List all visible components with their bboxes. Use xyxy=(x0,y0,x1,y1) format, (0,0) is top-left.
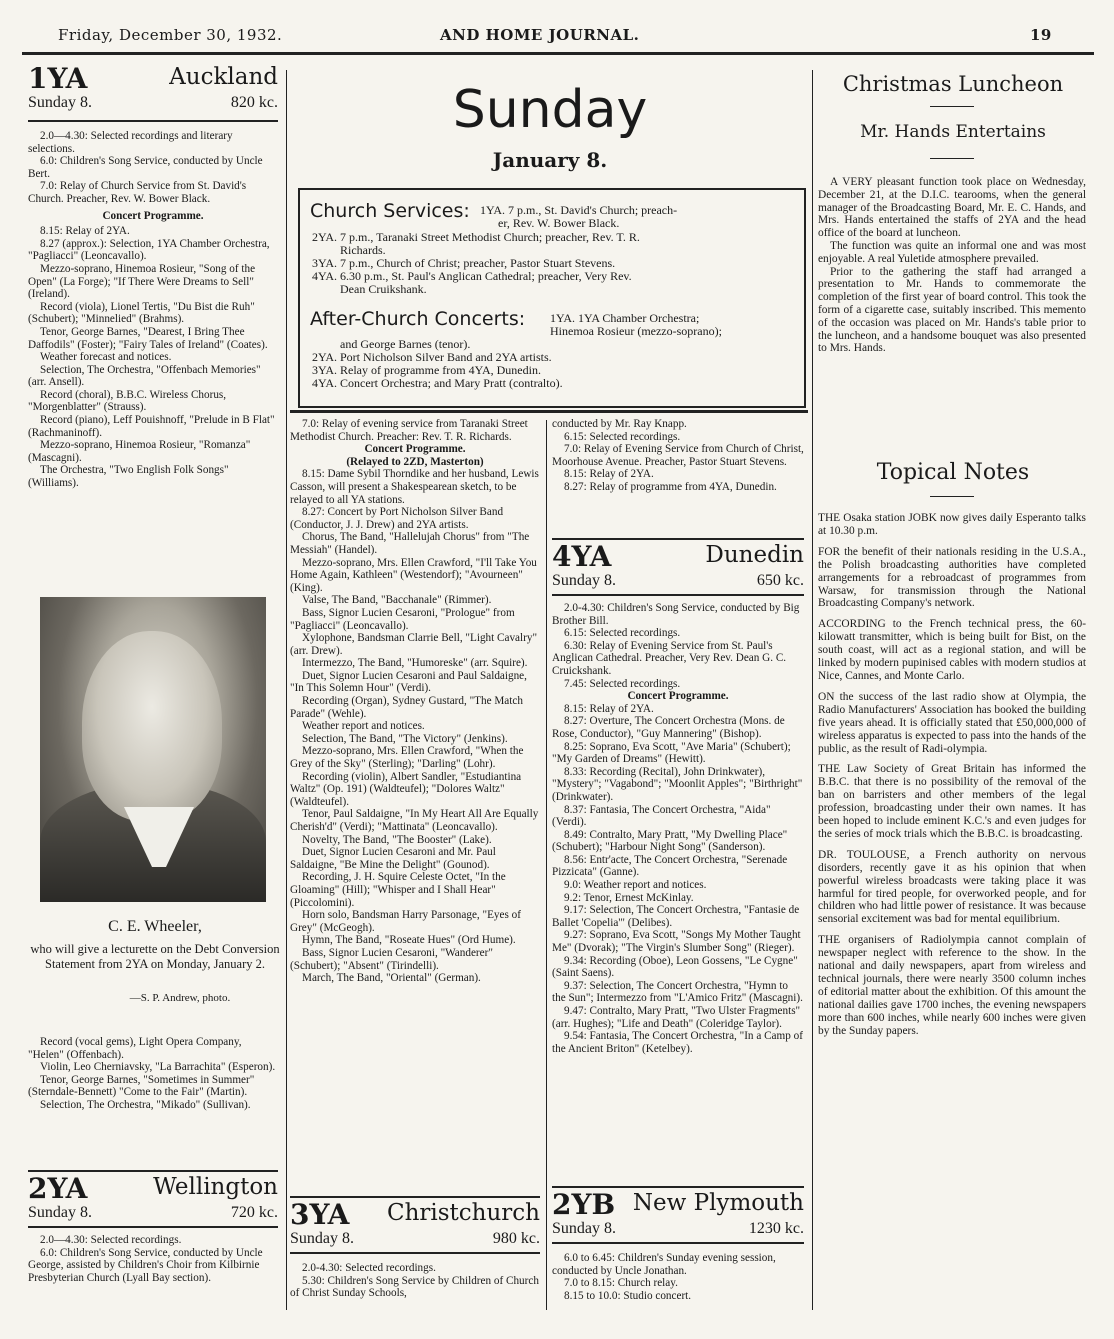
program-3ya xyxy=(290,1262,540,1300)
column-divider xyxy=(286,70,287,1310)
station-2ya-header xyxy=(28,1174,278,1230)
program-item: 7.45: Selected recordings. xyxy=(564,677,681,690)
program-item: 8.15: Relay of 2YA. xyxy=(564,702,654,715)
program-item: 8.27: Relay of programme from 4YA, Dunedin. xyxy=(564,480,777,493)
luncheon-article xyxy=(818,176,1086,355)
city: New Plymouth xyxy=(632,1190,804,1216)
program-item: Mezzo-soprano, Mrs. Ellen Crawford, "I'll Take You Home Again, Kathleen" (Westendorf); "Avourneen" (King). xyxy=(290,556,537,594)
program-item: Record (choral), B.B.C. Wireless Chorus, "Morgenblatter" (Strauss). xyxy=(28,388,227,414)
section-rule xyxy=(290,410,808,413)
portrait-photo xyxy=(40,597,266,902)
program-item: 6.15: Selected recordings. xyxy=(564,430,681,443)
program-item: 6.30: Relay of Evening Service from St. Paul's Anglican Cathedral. Preacher, Very Rev. Dean G. C. Cruickshank. xyxy=(552,639,787,677)
station-4ya-header xyxy=(552,542,804,598)
city: Dunedin xyxy=(705,542,804,568)
program-4ya xyxy=(552,602,804,1055)
program-item: Mezzo-soprano, Hinemoa Rosieur, "Romanza" (Mascagni). xyxy=(28,439,251,464)
callsign: 1YA xyxy=(28,62,88,95)
program-2ya xyxy=(28,1234,278,1284)
column-divider xyxy=(812,70,813,1310)
concert-line: 1YA. 1YA Chamber Orchestra; xyxy=(550,311,700,325)
section-subheading: (Relayed to 2ZD, Masterton) xyxy=(346,455,484,468)
title-rule xyxy=(930,158,974,159)
concert-line: 2YA. Port Nicholson Silver Band and 2YA artists. xyxy=(312,350,552,364)
program-item: The Orchestra, "Two English Folk Songs" (Williams). xyxy=(28,464,229,490)
note-paragraph: ON the success of the last radio show at Olympia, the Radio Manufacturers' Association has booked the building five years ahead. It is officially stated that £50,000,000 of wireless apparatus is expected to pass into the hands of the public, as the result of Radi-olympia. xyxy=(818,690,1086,755)
topical-article xyxy=(818,512,1086,1038)
program-item: 9.54: Fantasia, The Concert Orchestra, "In a Camp of the Ancient Briton" (Ketelbey). xyxy=(552,1030,803,1055)
concert-line: Hinemoa Rosieur (mezzo-soprano); xyxy=(550,324,722,338)
note-paragraph: FOR the benefit of their nationals residing in the U.S.A., the Polish broadcasting authorities have completed arrangements for a rebroadcast of programmes from Warsaw, for transmission through the National Broadcasting Company's network. xyxy=(818,545,1086,610)
concert-line: 4YA. Concert Orchestra; and Mary Pratt (contralto). xyxy=(312,376,563,390)
concert-line: 3YA. Relay of programme from 4YA, Dunedin. xyxy=(312,363,541,377)
program-item: Tenor, George Barnes, "Dearest, I Bring Thee Daffodils" (Foster); "Fairy Tales of Ireland" (Coates). xyxy=(28,325,268,351)
program-item: Recording (violin), Albert Sandler, "Estudiantina Waltz" (Op. 191) (Waldteufel); "Dolores Waltz" (Waldteufel). xyxy=(290,770,522,808)
note-paragraph: THE organisers of Radiolympia cannot complain of newspaper neglect with reference to the show. In the national and daily newspapers, apart from wireless and technical journals, there were nearly 3500 column inches of editorial matter about the exhibition. Of this amount the national dailies gave 1700 inches, the evening newspapers more than 600 inches, while nearly 600 inches were given by the Sunday papers. xyxy=(818,934,1086,1037)
program-item: 6.0 to 6.45: Children's Sunday evening session, conducted by Uncle Jonathan. xyxy=(552,1252,776,1277)
program-item: Recording, J. H. Squire Celeste Octet, "In the Gloaming" (Hill); "Whisper and I Shall Hear" (Piccolomini). xyxy=(290,871,506,909)
program-item: 8.15: Dame Sybil Thorndike and her husband, Lewis Casson, will present a Shakespearean sketch, to be relayed to all YA stations. xyxy=(290,468,539,506)
program-item: 9.0: Weather report and notices. xyxy=(564,879,707,892)
program-item: Selection, The Band, "The Victory" (Jenkins). xyxy=(302,732,508,745)
program-item: 7.0 to 8.15: Church relay. xyxy=(564,1277,678,1290)
issue-date: Friday, December 30, 1932. xyxy=(58,26,283,44)
luncheon-title: Christmas Luncheon xyxy=(842,72,1064,96)
program-item: 8.56: Entr'acte, The Concert Orchestra, "Serenade Pizzicata" (Ganne). xyxy=(552,853,788,879)
program-item: 2.0—4.30: Selected recordings. xyxy=(40,1234,182,1246)
article-paragraph: The function was quite an informal one and was most enjoyable. A real Yuletide atmosphere prevailed. xyxy=(818,239,1086,265)
day: Sunday 8. xyxy=(28,94,92,111)
program-item: Tenor, George Barnes, "Sometimes in Summer" (Sterndale-Bennett) "Come to the Fair" (Martin). xyxy=(28,1073,255,1099)
program-3ya-continued xyxy=(552,418,804,494)
program-item: 6.0: Children's Song Service, conducted by Uncle George, assisted by Children's Choir from Kilbirnie Presbyterian Church (Lyall Bay section). xyxy=(28,1246,263,1284)
program-item: 6.0: Children's Song Service, conducted by Uncle Bert. xyxy=(28,155,263,180)
photo-credit: —S. P. Andrew, photo. xyxy=(129,992,231,1004)
program-item: 8.27 (approx.): Selection, 1YA Chamber Orchestra, "Pagliacci" (Leoncavallo). xyxy=(28,237,270,263)
program-item: Horn solo, Bandsman Harry Parsonage, "Eyes of Grey" (McGeogh). xyxy=(290,909,521,934)
program-item: 9.17: Selection, The Concert Orchestra, "Fantasie de Ballet 'Copelia'" (Delibes). xyxy=(552,904,800,929)
program-item: 2.0-4.30: Children's Song Service, conducted by Big Brother Bill. xyxy=(552,602,800,627)
after-church-heading: After-Church Concerts: xyxy=(310,308,526,330)
program-item: 2.0-4.30: Selected recordings. xyxy=(302,1262,436,1274)
program-item: 8.25: Soprano, Eva Scott, "Ave Maria" (Schubert); "My Garden of Dreams" (Hewitt). xyxy=(552,740,791,766)
program-item: 9.37: Selection, The Concert Orchestra, "Hymn to the Sun"; Intermezzo from "L'Amico Fritz" (Mascagni). xyxy=(552,979,803,1005)
section-heading: Concert Programme. xyxy=(364,443,466,456)
column-divider xyxy=(546,420,547,1310)
program-item: 9.2: Tenor, Ernest McKinlay. xyxy=(564,891,694,904)
after-church-list xyxy=(312,338,802,390)
frequency: 1230 kc. xyxy=(748,1220,804,1237)
station-rule xyxy=(552,1242,804,1244)
concert-line: and George Barnes (tenor). xyxy=(340,337,471,351)
program-item: Hymn, The Band, "Roseate Hues" (Ord Hume). xyxy=(302,934,516,947)
article-paragraph: A VERY pleasant function took place on Wednesday, December 21, at the D.I.C. tearooms, when the general manager of the Broadcasting Board, Mr. E. C. Hands, and Mrs. Hands entertained the staffs of 2YA and the head office of the board at luncheon. xyxy=(818,176,1086,240)
program-item: Bass, Signor Lucien Cesaroni, "Wanderer" (Schubert); "Absent" (Tirindelli). xyxy=(290,946,493,972)
title-rule xyxy=(930,106,974,107)
service-line: er, Rev. W. Bower Black. xyxy=(498,216,620,230)
photo-caption: who will give a lecturette on the Debt Conversion Statement from 2YA on Monday, January 2. xyxy=(30,942,280,971)
city: Auckland xyxy=(169,64,278,90)
sunday-title: Sunday xyxy=(452,80,648,140)
paper-name: AND HOME JOURNAL. xyxy=(440,26,640,44)
program-item: 2.0—4.30: Selected recordings and literary selections. xyxy=(28,130,233,155)
frequency: 720 kc. xyxy=(230,1204,278,1221)
program-item: 8.33: Recording (Recital), John Drinkwater), "Mystery"; "Vagabond"; "Moonlit Apples"; "Birthright" (Drinkwater). xyxy=(552,765,803,803)
service-line: 1YA. 7 p.m., St. David's Church; preach- xyxy=(480,203,678,217)
station-rule xyxy=(552,594,804,596)
note-paragraph: ACCORDING to the French technical press, the 60-kilowatt transmitter, which is being built for Bist, on the south coast, will act as a regional station, and will be linked by modern pupinised cables with modern studios at Nice, Cannes, and Monte Carlo. xyxy=(818,618,1086,682)
program-item: Chorus, The Band, "Hallelujah Chorus" from "The Messiah" (Handel). xyxy=(290,531,530,556)
day: Sunday 8. xyxy=(290,1230,354,1247)
program-2ya-evening xyxy=(290,418,540,985)
program-item: March, The Band, "Oriental" (German). xyxy=(302,972,481,985)
program-1ya-continued xyxy=(28,1036,278,1112)
program-item: 9.27: Soprano, Eva Scott, "Songs My Mother Taught Me" (Dvorak); "The Virgin's Slumber Song" (Rieger). xyxy=(552,929,801,955)
city: Wellington xyxy=(153,1174,278,1200)
program-item: Novelty, The Band, "The Booster" (Lake). xyxy=(302,833,492,846)
city: Christchurch xyxy=(386,1200,540,1226)
program-item: 7.0: Relay of evening service from Taranaki Street Methodist Church. Preacher: Rev. T. R. Richards. xyxy=(290,418,528,443)
program-item: Selection, The Orchestra, "Mikado" (Sullivan). xyxy=(40,1098,251,1111)
sunday-date: January 8. xyxy=(492,148,608,172)
station-rule xyxy=(28,1226,278,1228)
program-item: 8.15 to 10.0: Studio concert. xyxy=(564,1289,692,1302)
station-1ya-header xyxy=(28,64,278,120)
callsign: 2YA xyxy=(28,1172,88,1205)
program-item: Mezzo-soprano, Mrs. Ellen Crawford, "When the Grey of the Sky" (Sterling); "Darling" (Lohr). xyxy=(290,745,524,771)
section-heading: Concert Programme. xyxy=(102,209,204,222)
program-item: Record (vocal gems), Light Opera Company, "Helen" (Offenbach). xyxy=(28,1036,242,1061)
callsign: 2YB xyxy=(552,1188,616,1221)
service-line: 2YA. 7 p.m., Taranaki Street Methodist Church; preacher, Rev. T. R. xyxy=(312,230,640,244)
article-paragraph: Prior to the gathering the staff had arranged a presentation to Mr. Hands to commemorate the completion of the first year of board control. This took the form of a cigarette case, suitably inscribed. This memento of the occasion was placed on Mr. Hands's table prior to the luncheon, and a handsome bouquet was also presented to Mrs. Hands. xyxy=(818,265,1086,355)
frequency: 980 kc. xyxy=(492,1230,540,1247)
program-item: Recording (Organ), Sydney Gustard, "The Match Parade" (Wehle). xyxy=(290,695,523,720)
callsign: 4YA xyxy=(552,540,612,573)
station-2yb-header xyxy=(552,1190,804,1246)
program-item: Record (piano), Leff Pouishnoff, "Prelude in B Flat" (Rachmaninoff). xyxy=(28,414,275,439)
program-item: Intermezzo, The Band, "Humoreske" (arr. Squire). xyxy=(302,657,528,670)
page-number: 19 xyxy=(1030,26,1052,44)
note-paragraph: DR. TOULOUSE, a French authority on nervous disorders, recently gave it as his opinion that when powerful wireless broadcasts were taking place it was harmful for tired people, for overworked people, and for children who had little power of resistance. It was because sensorial excitement was bad for mental equilibrium. xyxy=(818,848,1086,926)
program-item: 8.37: Fantasia, The Concert Orchestra, "Aida" (Verdi). xyxy=(552,803,771,829)
program-item: 9.34: Recording (Oboe), Leon Gossens, "Le Cygne" (Saint Saens). xyxy=(552,954,798,980)
program-item: 6.15: Selected recordings. xyxy=(564,627,681,640)
program-item: Mezzo-soprano, Hinemoa Rosieur, "Song of the Open" (La Forge); "If There Were Dreams to Sell" (Ireland). xyxy=(28,262,256,301)
program-item: Tenor, Paul Saldaigne, "In My Heart All Are Equally Cherish'd" (Verdi); "Mattinata" (Leoncavallo). xyxy=(290,808,539,833)
title-rule xyxy=(930,496,974,497)
program-item: 9.47: Contralto, Mary Pratt, "Two Ulster Fragments" (arr. Hughes); "Life and Death" (Coleridge Taylor). xyxy=(552,1005,801,1030)
program-1ya xyxy=(28,130,278,490)
frequency: 820 kc. xyxy=(230,94,278,111)
day: Sunday 8. xyxy=(552,1220,616,1237)
section-heading: Concert Programme. xyxy=(627,690,729,703)
program-item: 7.0: Relay of Evening Service from Church of Christ, Moorhouse Avenue. Preacher, Pastor Stuart Stevens. xyxy=(552,443,804,468)
note-paragraph: THE Law Society of Great Britain has informed the B.B.C. that there is no possibility of the removal of the ban on barristers and other members of the legal profession, broadcasting under their own names. It has been hoped to include eminent K.C.'s and even judges for the series of mock trials which the B.B.C. is broadcasting. xyxy=(818,763,1086,840)
portrait-face xyxy=(82,631,222,821)
service-line: Dean Cruikshank. xyxy=(340,282,427,296)
program-2yb xyxy=(552,1252,804,1302)
program-item: conducted by Mr. Ray Knapp. xyxy=(552,418,687,430)
station-3ya-header xyxy=(290,1200,540,1256)
program-item: 8.27: Overture, The Concert Orchestra (Mons. de Rose, Conductor), "Guy Mannering" (Bishop). xyxy=(552,715,785,740)
program-item: 5.30: Children's Song Service by Children of Church of Christ Sunday Schools, xyxy=(290,1274,539,1300)
program-item: Bass, Signor Lucien Cesaroni, "Prologue" from "Pagliacci" (Leoncavallo). xyxy=(290,606,515,632)
program-item: Record (viola), Lionel Tertis, "Du Bist die Ruh" (Schubert); "Minnelied" (Brahms). xyxy=(28,300,255,326)
header-rule xyxy=(22,52,1094,55)
service-line: 3YA. 7 p.m., Church of Christ; preacher, Pastor Stuart Stevens. xyxy=(312,256,616,270)
frequency: 650 kc. xyxy=(756,572,804,589)
program-item: 8.49: Contralto, Mary Pratt, "My Dwelling Place" (Schubert); "Harbour Night Song" (Sanderson). xyxy=(552,828,788,854)
church-services-heading: Church Services: xyxy=(310,200,470,222)
program-item: 8.15: Relay of 2YA. xyxy=(564,468,654,481)
station-rule xyxy=(28,120,278,122)
program-item: Weather forecast and notices. xyxy=(40,351,172,364)
service-line: Richards. xyxy=(340,243,386,257)
station-rule xyxy=(290,1252,540,1254)
note-paragraph: THE Osaka station JOBK now gives daily Esperanto talks at 10.30 p.m. xyxy=(818,512,1086,537)
topical-title: Topical Notes xyxy=(876,460,1030,485)
after-church-1ya xyxy=(550,312,802,338)
church-services-1ya xyxy=(480,204,800,230)
program-item: 8.27: Concert by Port Nicholson Silver Band (Conductor, J. J. Drew) and 2YA artists. xyxy=(290,506,504,531)
program-item: Selection, The Orchestra, "Offenbach Memories" (arr. Ansell). xyxy=(28,363,261,389)
luncheon-subtitle: Mr. Hands Entertains xyxy=(860,122,1046,142)
program-item: Weather report and notices. xyxy=(302,720,425,733)
photo-name: C. E. Wheeler, xyxy=(108,918,202,935)
program-item: Xylophone, Bandsman Clarrie Bell, "Light Cavalry" (arr. Drew). xyxy=(290,632,538,657)
program-item: Duet, Signor Lucien Cesaroni and Mr. Paul Saldaigne, "Be Mine the Delight" (Gounod). xyxy=(290,846,496,871)
program-item: 7.0: Relay of Church Service from St. David's Church. Preacher, Rev. W. Bower Black. xyxy=(28,180,247,205)
program-item: Violin, Leo Cherniavsky, "La Barrachita" (Esperon). xyxy=(40,1061,276,1074)
program-item: Valse, The Band, "Bacchanale" (Rimmer). xyxy=(302,594,492,607)
day: Sunday 8. xyxy=(552,572,616,589)
program-item: 8.15: Relay of 2YA. xyxy=(40,225,130,238)
church-services-list xyxy=(312,231,802,296)
day: Sunday 8. xyxy=(28,1204,92,1221)
program-item: Duet, Signor Lucien Cesaroni and Paul Saldaigne, "In This Solemn Hour" (Verdi). xyxy=(290,669,527,695)
callsign: 3YA xyxy=(290,1198,350,1231)
service-line: 4YA. 6.30 p.m., St. Paul's Anglican Cathedral; preacher, Very Rev. xyxy=(312,269,632,283)
